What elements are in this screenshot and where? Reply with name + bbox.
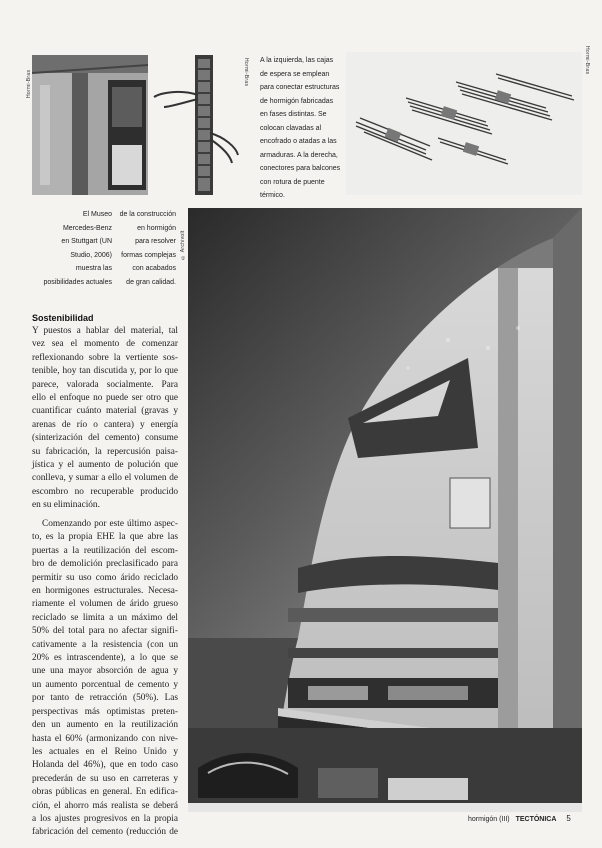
paragraph-1 [32, 325, 178, 513]
photo-mercedes-benz-museum [188, 208, 582, 812]
photo-rebar-box [150, 55, 242, 195]
text-line: ello el enfoque no puede ser otro que [32, 393, 178, 404]
caption-line: formas complejas [121, 251, 176, 259]
rebar-box-image [150, 55, 242, 195]
text-line: hasta el 60% (armonizando con nive- [32, 733, 178, 744]
text-line: precederán de su uso en carreteras y [32, 773, 178, 784]
text-line: su fabricación, la repercusión paisa- [32, 446, 178, 457]
photo-balcony-connectors [346, 52, 582, 195]
text-line: Y puestos a hablar del material, tal [32, 326, 178, 336]
caption-line: con acabados [132, 265, 176, 272]
section-heading: Sostenibilidad [32, 313, 94, 323]
caption-line: en Stuttgart (UN [61, 238, 112, 245]
text-line: a los ajustes progresivos en la propia [32, 813, 178, 824]
text-line: perspectivas más optimistas preten- [32, 706, 178, 717]
caption-line: de hormigón fabricadas [260, 97, 334, 105]
caption-line: con rotura de puente [260, 178, 325, 186]
text-line: den un aumento en la reutilización [32, 720, 178, 731]
footer-magazine: TECTÓNICA [515, 816, 557, 823]
text-line: fabricación del cemento (reducción de [32, 827, 178, 838]
text-line: arenas de río o cantera) y energía [32, 419, 178, 430]
text-line: en su eliminación. [32, 500, 100, 511]
text-line: 50% del total para no afectar signifi- [32, 626, 178, 637]
text-line: (sinterización del cemento) consume [32, 433, 178, 444]
caption-line: Mercedes-Benz [62, 224, 112, 232]
text-line: conlleva, y sumar a ello el volumen de [32, 473, 178, 484]
text-line: une una mayor absorción de agua y [32, 666, 178, 677]
balcony-connectors-image [346, 52, 582, 195]
caption-line: de espera se emplean [260, 70, 330, 78]
top-caption [260, 54, 348, 203]
text-line: en hormigones estructurales. Necesa- [32, 586, 178, 597]
text-line: bro de demolición preclasificado para [32, 559, 178, 570]
caption-line: en fases distintas. Se [260, 111, 327, 118]
caption-line: armaduras. A la derecha, [260, 151, 338, 159]
caption-line: de la construcción [119, 211, 176, 218]
text-line: jística y el aumento de polución que [32, 460, 178, 471]
photo-credit-left: Hormi-Bras [26, 69, 32, 98]
photo-credit-museum: © Archivolt [180, 230, 186, 260]
paragraph-2 [32, 518, 178, 840]
text-line: vez sea el momento de comenzar [32, 339, 178, 350]
text-line: cuantificar cuánto material (gravas y [32, 406, 178, 417]
caption-line: colocan clavadas al [260, 124, 322, 132]
caption-line: El Museo [82, 211, 112, 218]
caption-line: conectores para balcones [260, 165, 341, 172]
text-line: ción, el ahorro más realista se deberá [32, 800, 178, 811]
caption-line: muestra las [75, 265, 112, 272]
caption-line: térmico. [260, 192, 285, 199]
text-line: reciclado se limita a un máximo del [32, 612, 178, 623]
text-line: reflexionando sobre la vertiente sos- [32, 352, 178, 363]
text-line: obras públicas en general. En edifica- [32, 787, 178, 798]
formwork-boxes-image [32, 55, 148, 195]
text-line: un aumento porcentual de cemento y [32, 679, 178, 690]
text-line: parece, valorada socialmente. Para [32, 379, 178, 390]
museum-caption-right [112, 208, 176, 289]
photo-credit-middle: Hormi-Bras [243, 58, 249, 87]
footer-publication: hormigón (III) [468, 816, 510, 823]
museum-caption-left [30, 208, 112, 289]
text-line: 20% es intrascendente), a lo que se [32, 653, 178, 664]
text-line: permitir su uso como árido reciclado [32, 572, 178, 583]
caption-line: encofrado o atadas a las [260, 138, 337, 145]
text-line: riamente el volumen de árido grueso [32, 599, 178, 610]
museum-interior-image [188, 208, 582, 812]
caption-line: para resolver [135, 238, 176, 245]
text-line: to, es la propia EHE la que abre las [32, 532, 178, 543]
photo-formwork-boxes [32, 55, 148, 195]
text-line: escombro no recuperable producido [32, 486, 178, 497]
text-line: puertas a la reutilización del escom- [32, 545, 178, 556]
caption-line: A la izquierda, las cajas [260, 57, 334, 64]
caption-line: en hormigón [137, 224, 176, 232]
caption-line: para conectar estructuras [260, 84, 340, 91]
text-line: Comenzando por este último aspec- [42, 519, 178, 529]
text-line: cativamente a la resistencia (con un [32, 639, 178, 650]
caption-line: Studio, 2006) [70, 251, 112, 259]
caption-line: de gran calidad. [126, 278, 176, 286]
text-line: les actuales en el Reino Unido y [32, 746, 178, 757]
caption-line: posibilidades actuales [43, 278, 112, 286]
photo-credit-right: Hormi-Bras [584, 46, 590, 75]
text-line: tenible, hoy tan discutida y, por lo que [32, 366, 178, 377]
page-footer [468, 814, 578, 823]
text-line: por tanto de retracción (50%). Las [32, 693, 178, 704]
text-line: Holanda del 46%), que en todo caso [32, 760, 178, 771]
page-number: 5 [566, 814, 571, 823]
